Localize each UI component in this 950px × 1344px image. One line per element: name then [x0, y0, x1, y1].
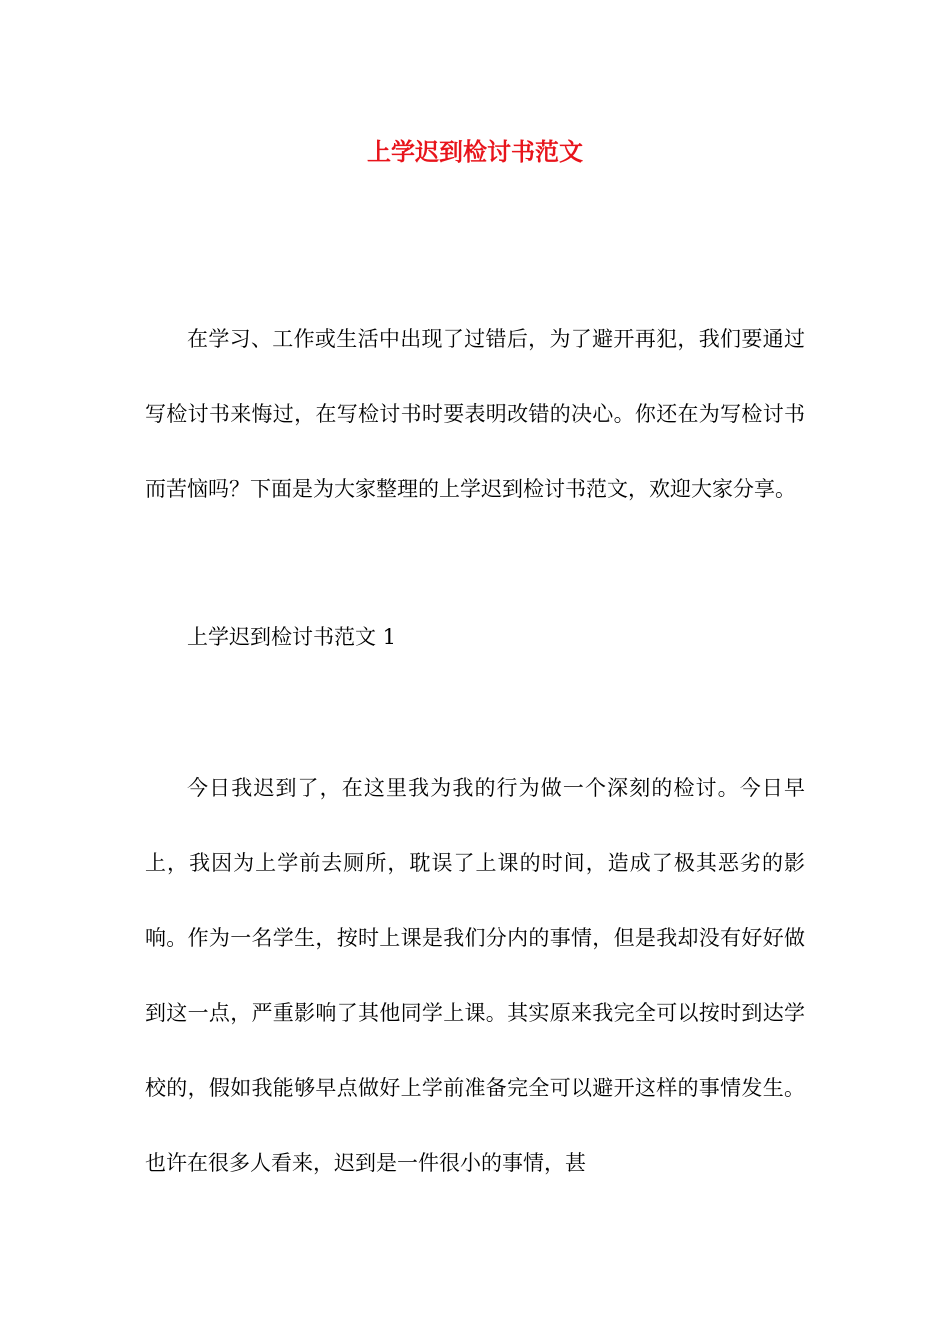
section-body-paragraph: 今日我迟到了，在这里我为我的行为做一个深刻的检讨。今日早上，我因为上学前去厕所，耽误了上课的时间，造成了极其恶劣的影响。作为一名学生，按时上课是我们分内的事情，但是我却没有好好做到这一点，严重影响了其他同学上课。其实原来我完全可以按时到达学校的，假如我能够早点做好上学前准备完全可以避开这样的事情发生。也许在很多人看来，迟到是一件很小的事情，甚 — [145, 776, 805, 1175]
intro-paragraph: 在学习、工作或生活中出现了过错后，为了避开再犯，我们要通过写检讨书来悔过，在写检讨书时要表明改错的决心。你还在为写检讨书而苦恼吗？下面是为大家整理的上学迟到检讨书范文，欢迎大家分享。 — [145, 327, 805, 501]
document-title: 上学迟到检讨书范文 — [367, 137, 583, 166]
section-heading: 上学迟到检讨书范文 1 — [187, 625, 397, 649]
